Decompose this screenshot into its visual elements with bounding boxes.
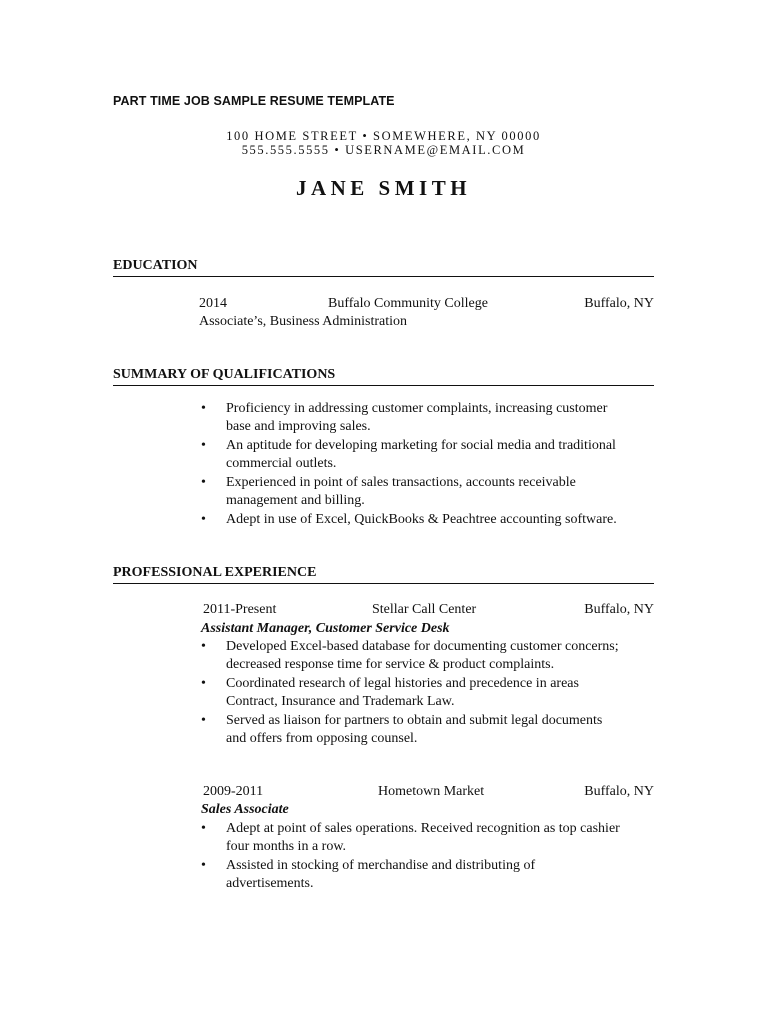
list-item-line: base and improving sales. [226,419,371,434]
job-row [199,783,654,801]
list-item-line: Proficiency in addressing customer complaints, increasing customer [226,401,608,416]
list-item [199,511,659,529]
education-row [199,295,654,313]
candidate-name: JANE SMITH [295,176,472,200]
job-title: Sales Associate [201,802,289,817]
list-item-line: commercial outlets. [226,456,337,471]
list-item [199,675,659,711]
list-item-line: Contract, Insurance and Trademark Law. [226,694,455,709]
list-item-line: Adept at point of sales operations. Received recognition as top cashier [226,821,620,836]
job-title: Assistant Manager, Customer Service Desk [201,621,450,636]
contact-line: 555.555.5555 • USERNAME@EMAIL.COM [241,143,526,157]
list-item-line: advertisements. [226,876,314,891]
job-duties-list [199,820,659,893]
job-duties-list [199,638,659,748]
bullet-icon: • [201,401,206,416]
bullet-icon: • [201,639,206,654]
job-company: Hometown Market [378,784,485,799]
education-location: Buffalo, NY [584,296,654,311]
list-item [199,437,659,473]
list-item-line: Served as liaison for partners to obtain and submit legal documents [226,713,603,728]
bullet-icon: • [201,512,206,527]
experience-heading: PROFESSIONAL EXPERIENCE [113,565,654,584]
job-dates: 2011-Present [203,602,277,617]
list-item-line: and offers from opposing counsel. [226,731,418,746]
job-company: Stellar Call Center [372,602,477,617]
bullet-icon: • [201,676,206,691]
bullet-icon: • [201,475,206,490]
list-item [199,712,659,748]
contact-block [113,129,654,157]
summary-list [199,400,659,529]
list-item-line: four months in a row. [226,839,347,854]
list-item-line: Coordinated research of legal histories and precedence in areas [226,676,579,691]
job-dates: 2009-2011 [203,784,264,799]
bullet-icon: • [201,858,206,873]
list-item-line: decreased response time for service & product complaints. [226,657,555,672]
list-item-line: Experienced in point of sales transactions, accounts receivable [226,475,576,490]
list-item-line: An aptitude for developing marketing for social media and traditional [226,438,616,453]
list-item-line: Assisted in stocking of merchandise and distributing of [226,858,536,873]
list-item-line: Developed Excel-based database for documenting customer concerns; [226,639,619,654]
bullet-icon: • [201,821,206,836]
job-row [199,601,654,619]
education-degree: Associate’s, Business Administration [199,314,408,329]
bullet-icon: • [201,713,206,728]
education-year: 2014 [199,296,227,311]
list-item-line: management and billing. [226,493,365,508]
list-item [199,474,659,510]
list-item [199,820,659,856]
list-item-line: Adept in use of Excel, QuickBooks & Peachtree accounting software. [226,512,617,527]
bullet-icon: • [201,438,206,453]
list-item [199,857,659,893]
list-item [199,400,659,436]
job-location: Buffalo, NY [584,602,654,617]
education-heading: EDUCATION [113,258,654,277]
education-school: Buffalo Community College [328,296,488,311]
job-location: Buffalo, NY [584,784,654,799]
address-line: 100 HOME STREET • SOMEWHERE, NY 00000 [226,129,541,143]
list-item [199,638,659,674]
document-title: PART TIME JOB SAMPLE RESUME TEMPLATE [113,94,395,108]
summary-heading: SUMMARY OF QUALIFICATIONS [113,367,654,386]
